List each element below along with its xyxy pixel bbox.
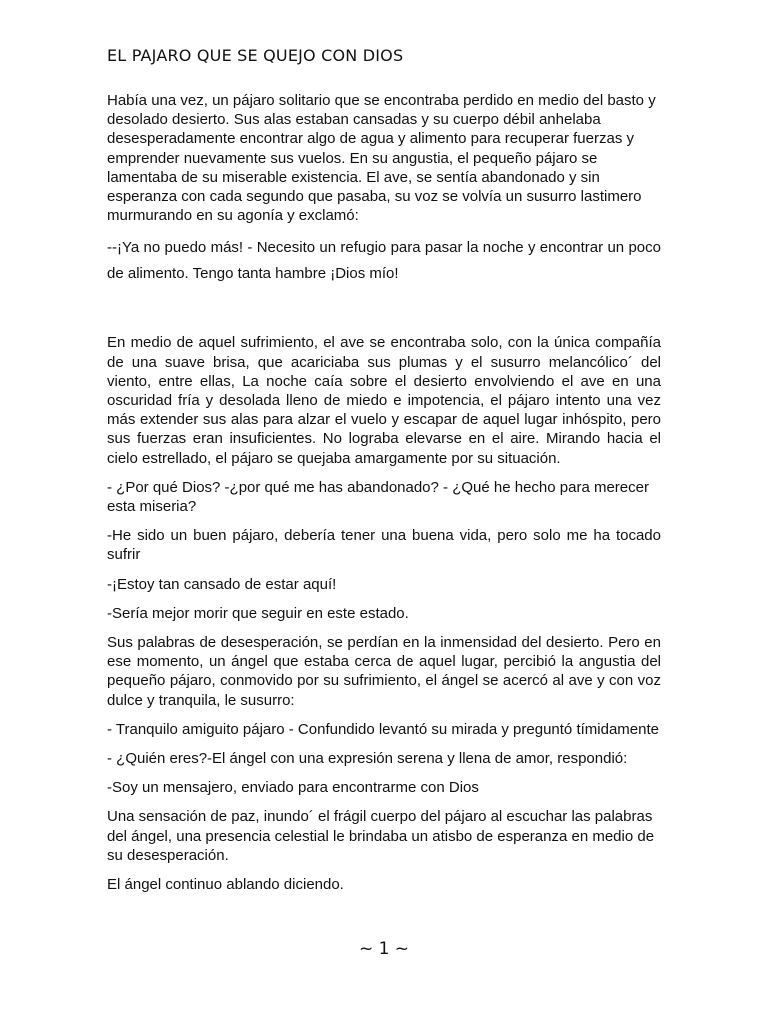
page-number: ~ 1 ~	[358, 939, 410, 959]
document-body	[107, 91, 661, 904]
paragraph-tranquilo: - Tranquilo amiguito pájaro - Confundido levantó su mirada y preguntó tímidamente	[107, 720, 659, 738]
paragraph-tired: -¡Estoy tan cansado de estar aquí!	[107, 575, 337, 593]
paragraph-angel-arrives: Sus palabras de desesperación, se perdían en la inmensidad del desierto. Pero en ese momento, un ángel que estaba cerca de aquel lugar, percibió la angustia del pequeño pájaro, conmovido por su sufrimiento, el ángel se acercó al ave y con voz dulce y tranquila, le susurro:	[107, 634, 661, 709]
paragraph-suffering: En medio de aquel sufrimiento, el ave se encontraba solo, con la única compañía de una suave brisa, que acariciaba sus plumas y el susurro melancólico´ del viento, entre ellas, La noche caía sobre el desierto envolviendo el ave en una oscuridad fría y desolada lleno de miedo e impotencia, el pájaro intento una vez más extender sus alas para alzar el vuelo y escapar de aquel lugar inhóspito, pero sus fuerzas eran insuficientes. No lograba elevarse en el aire. Mirando hacia el cielo estrellado, el pájaro se quejaba amargamente por su situación.	[107, 334, 661, 467]
paragraph-better-die: -Sería mejor morir que seguir en este estado.	[107, 604, 409, 622]
paragraph-intro: Había una vez, un pájaro solitario que se encontraba perdido en medio del basto y desolado desierto. Sus alas estaban cansadas y su cuerpo débil anhelaba desesperadamente encontrar algo de agua y alimento para recuperar fuerzas y emprender nuevamente sus vuelos. En su angustia, el pequeño pájaro se lamentaba de su miserable existencia. El ave, se sentía abandonado y sin esperanza con cada segundo que pasaba, su voz se volvía un susurro lastimero murmurando en su agonía y exclamó:	[107, 92, 656, 225]
paragraph-why-god: - ¿Por qué Dios? -¿por qué me has abandonado? - ¿Qué he hecho para merecer esta miseria?	[107, 478, 649, 516]
document-title: EL PAJARO QUE SE QUEJO CON DIOS	[107, 46, 404, 65]
paragraph-peace: Una sensación de paz, inundo´ el frágil cuerpo del pájaro al escuchar las palabras del ángel, una presencia celestial le brindaba un atisbo de esperanza en medio de su desesperación.	[107, 808, 655, 864]
paragraph-bird-exclamation: --¡Ya no puedo más! - Necesito un refugio para pasar la noche y encontrar un poco de alimento. Tengo tanta hambre ¡Dios mío!	[107, 239, 661, 283]
paragraph-good-bird: -He sido un buen pájaro, debería tener una buena vida, pero solo me ha tocado sufrir	[107, 527, 661, 564]
paragraph-messenger: -Soy un mensajero, enviado para encontrarme con Dios	[107, 779, 479, 797]
paragraph-spacer	[107, 287, 661, 333]
paragraph-who-are-you: - ¿Quién eres?-El ángel con una expresión serena y llena de amor, respondió:	[107, 750, 628, 768]
paragraph-angel-continues: El ángel continuo ablando diciendo.	[107, 876, 344, 894]
